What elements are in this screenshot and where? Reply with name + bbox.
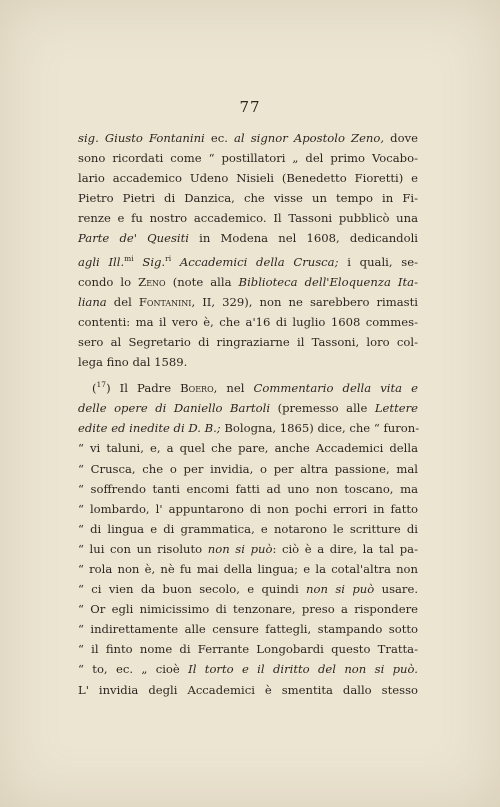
text-run: “ soffrendo tanti encomi fatti ad uno non toscano, ma [78, 481, 418, 496]
text-line [78, 398, 418, 418]
text-line [78, 352, 418, 372]
text-line [78, 559, 418, 579]
text-run: sig. Giusto Fontanini [78, 131, 205, 145]
text-run: Commentario della vita e [253, 381, 418, 396]
text-run: 17 [96, 380, 107, 390]
text-line [78, 479, 418, 499]
text-line [78, 619, 418, 639]
text-line [78, 188, 418, 208]
text-run: “ di lingua e di grammatica, e notarono le scritture di [78, 521, 418, 536]
text-line [78, 148, 418, 168]
text-run: Sig. [133, 254, 166, 269]
text-run: Fontanini [138, 294, 192, 309]
text-line [78, 639, 418, 659]
text-run: “ lui con un risoluto [78, 541, 208, 556]
text-line [78, 659, 418, 679]
text-run: L' invidia degli Accademici è smentita dallo stesso [78, 682, 418, 697]
text-run: contenti: ma il vero è, che a'16 di luglio 1608 commes- [78, 314, 418, 329]
text-run: ( [92, 381, 97, 396]
text-line [78, 249, 418, 272]
text-line [78, 375, 418, 398]
text-run: lega fino dal 1589. [78, 355, 188, 370]
text-line [78, 459, 418, 479]
text-run: “ rola non è, nè fu mai della lingua; e la cotal'altra non [78, 561, 418, 576]
text-run: : ciò è a dire, la tal pa- [272, 541, 419, 556]
text-line [78, 292, 418, 312]
text-run: del [106, 294, 139, 309]
text-run: agli Ill. [78, 254, 125, 269]
text-run: non si può [207, 541, 273, 556]
text-run: usare. [374, 582, 419, 597]
text-run: (note alla [165, 274, 239, 289]
text-run: “ lombardo, l' appuntarono di non pochi errori in fatto [78, 501, 418, 516]
text-line [78, 418, 418, 438]
text-run: Biblioteca dell'Eloquenza Ita- [238, 274, 418, 289]
text-run: renze e fu nostro accademico. Il Tassoni pubblicò una [78, 211, 418, 226]
text-run: , nel [213, 381, 254, 396]
text-line [78, 680, 418, 700]
text-run: al signor Apostolo Zeno, [234, 131, 385, 145]
text-run: Bologna, 1865) dice, che “ furon- [220, 421, 420, 436]
text-run: lario accademico Udeno Nisieli (Benedetto Fioretti) e [78, 171, 418, 186]
text-run: edite ed inedite di D. B.; [78, 421, 221, 436]
body-text [78, 128, 418, 700]
text-run: , II, 329), non ne sarebbero rimasti [191, 294, 418, 309]
text-run: “ Or egli nimicissimo di tenzonare, preso a rispondere [78, 602, 418, 617]
text-run: Zeno [138, 274, 166, 289]
text-run: liana [78, 294, 107, 309]
text-line [78, 599, 418, 619]
text-line [78, 128, 418, 148]
text-run: sono ricordati come “ postillatori „ del primo Vocabo- [78, 151, 418, 166]
text-line [78, 312, 418, 332]
text-run: “ vi taluni, e, a quel che pare, anche Accademici della [78, 441, 418, 456]
text-run: Lettere [374, 401, 419, 416]
text-run: Pietro Pietri di Danzica, che visse un tempo in Fi- [78, 191, 418, 206]
text-run: mi [124, 253, 134, 263]
text-run: delle opere di Daniello Bartoli [78, 401, 271, 416]
text-run: dove [384, 131, 418, 145]
text-run: “ indirettamente alle censure fattegli, stampando sotto [78, 622, 418, 637]
text-line [78, 519, 418, 539]
text-run: “ il finto nome di Ferrante Longobardi questo Tratta- [78, 642, 418, 657]
text-line [78, 332, 418, 352]
text-run: in Modena nel 1608, dedicandoli [188, 231, 418, 246]
text-line [78, 272, 418, 292]
text-line [78, 168, 418, 188]
text-run: (premesso alle [270, 401, 375, 416]
text-run: i quali, se- [338, 254, 418, 269]
text-run: ) Il Padre [106, 381, 181, 396]
text-run: “ Crusca, che o per invidia, o per altra passione, mal [78, 461, 418, 476]
text-line [78, 579, 418, 599]
text-line [78, 438, 418, 458]
text-run: Il torto e il diritto del non si può. [188, 662, 418, 677]
text-line [78, 499, 418, 519]
text-line [78, 228, 418, 248]
page-number: 77 [239, 98, 261, 116]
text-run: “ ci vien da buon secolo, e quindi [78, 582, 307, 597]
text-run: sero al Segretario di ringraziarne il Tassoni, loro col- [78, 334, 418, 349]
text-line [78, 208, 418, 228]
text-line [78, 539, 418, 559]
text-run: condo lo [78, 274, 139, 289]
text-run: “ to, ec. „ cioè [78, 662, 189, 677]
text-run: ec. [204, 131, 234, 145]
text-run: ri [165, 253, 172, 263]
text-run: Boero [180, 381, 214, 396]
text-run: Accademici della Crusca; [171, 254, 339, 269]
text-run: non si può [306, 582, 375, 597]
text-run: Parte de' Quesiti [78, 231, 189, 246]
